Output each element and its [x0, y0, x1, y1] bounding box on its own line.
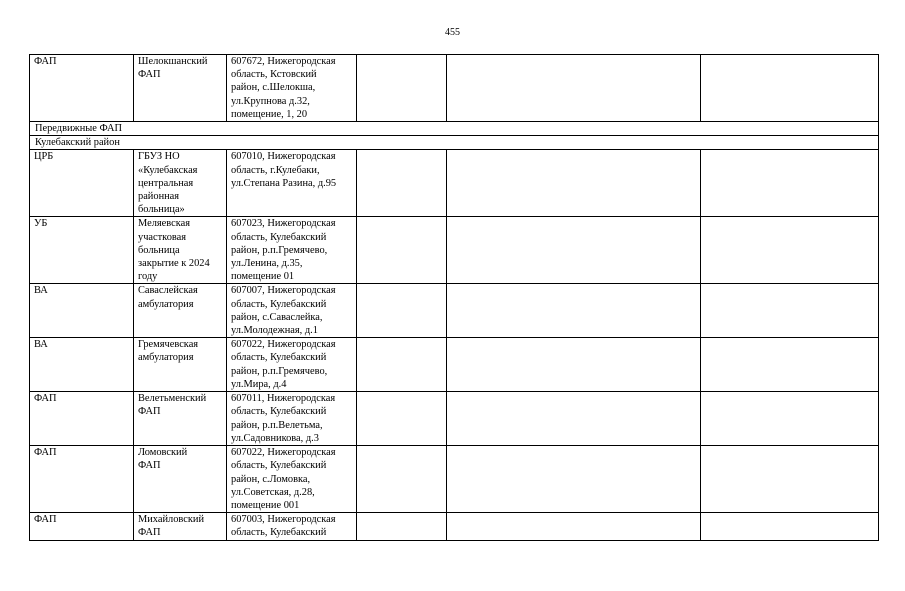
facility-address-cell: 607007, Нижегородская область, Кулебакский район, с.Саваслейка, ул.Молодежная, д.1 — [227, 284, 357, 338]
empty-cell — [357, 150, 447, 217]
empty-cell — [701, 150, 879, 217]
facility-name-cell: Гремячевская амбулатория — [134, 338, 227, 392]
page-number: 455 — [445, 27, 460, 38]
facility-type-cell: ЦРБ — [30, 150, 134, 217]
facility-type-cell: ВА — [30, 284, 134, 338]
facility-type-cell: ФАП — [30, 446, 134, 513]
section-title: Кулебакский район — [30, 136, 879, 150]
empty-cell — [447, 55, 701, 122]
empty-cell — [701, 446, 879, 513]
empty-cell — [701, 338, 879, 392]
facility-type-cell: УБ — [30, 217, 134, 284]
empty-cell — [357, 217, 447, 284]
facilities-table — [29, 54, 879, 541]
section-row — [30, 122, 879, 136]
facility-address-cell: 607010, Нижегородская область, г.Кулебаки, ул.Степана Разина, д.95 — [227, 150, 357, 217]
empty-cell — [357, 392, 447, 446]
table-row — [30, 446, 879, 513]
table-row — [30, 513, 879, 540]
facility-address-cell: 607023, Нижегородская область, Кулебакский район, р.п.Гремячево, ул.Ленина, д.35, помещение 01 — [227, 217, 357, 284]
facility-name-cell: Шелокшанский ФАП — [134, 55, 227, 122]
empty-cell — [701, 513, 879, 540]
empty-cell — [357, 446, 447, 513]
table-row — [30, 284, 879, 338]
facility-address-cell: 607003, Нижегородская область, Кулебакский — [227, 513, 357, 540]
table-row — [30, 338, 879, 392]
empty-cell — [447, 150, 701, 217]
facility-name-cell: Ломовский ФАП — [134, 446, 227, 513]
empty-cell — [357, 513, 447, 540]
facility-address-cell: 607672, Нижегородская область, Кстовский район, с.Шелокша, ул.Крупнова д.32, помещение, 1, 20 — [227, 55, 357, 122]
table-row — [30, 392, 879, 446]
section-row — [30, 136, 879, 150]
facility-name-cell: ГБУЗ НО «Кулебакская центральная районная больница» — [134, 150, 227, 217]
facility-address-cell: 607022, Нижегородская область, Кулебакский район, с.Ломовка, ул.Советская, д.28, помещение 001 — [227, 446, 357, 513]
empty-cell — [447, 513, 701, 540]
facility-type-cell: ФАП — [30, 55, 134, 122]
facility-name-cell: Велетьменский ФАП — [134, 392, 227, 446]
empty-cell — [357, 338, 447, 392]
facility-name-cell: Саваслейская амбулатория — [134, 284, 227, 338]
empty-cell — [447, 392, 701, 446]
empty-cell — [701, 55, 879, 122]
empty-cell — [447, 217, 701, 284]
table-row — [30, 150, 879, 217]
empty-cell — [701, 217, 879, 284]
facility-name-cell: Меляевская участковая больница закрытие к 2024 году — [134, 217, 227, 284]
empty-cell — [357, 55, 447, 122]
table-row — [30, 217, 879, 284]
empty-cell — [701, 392, 879, 446]
empty-cell — [447, 284, 701, 338]
facility-type-cell: ФАП — [30, 513, 134, 540]
facility-address-cell: 607011, Нижегородская область, Кулебакский район, р.п.Велетьма, ул.Садовникова, д.3 — [227, 392, 357, 446]
facility-name-cell: Михайловский ФАП — [134, 513, 227, 540]
empty-cell — [447, 338, 701, 392]
table-row — [30, 55, 879, 122]
facility-type-cell: ФАП — [30, 392, 134, 446]
empty-cell — [447, 446, 701, 513]
empty-cell — [701, 284, 879, 338]
facility-address-cell: 607022, Нижегородская область, Кулебакский район, р.п.Гремячево, ул.Мира, д.4 — [227, 338, 357, 392]
empty-cell — [357, 284, 447, 338]
facility-type-cell: ВА — [30, 338, 134, 392]
section-title: Передвижные ФАП — [30, 122, 879, 136]
